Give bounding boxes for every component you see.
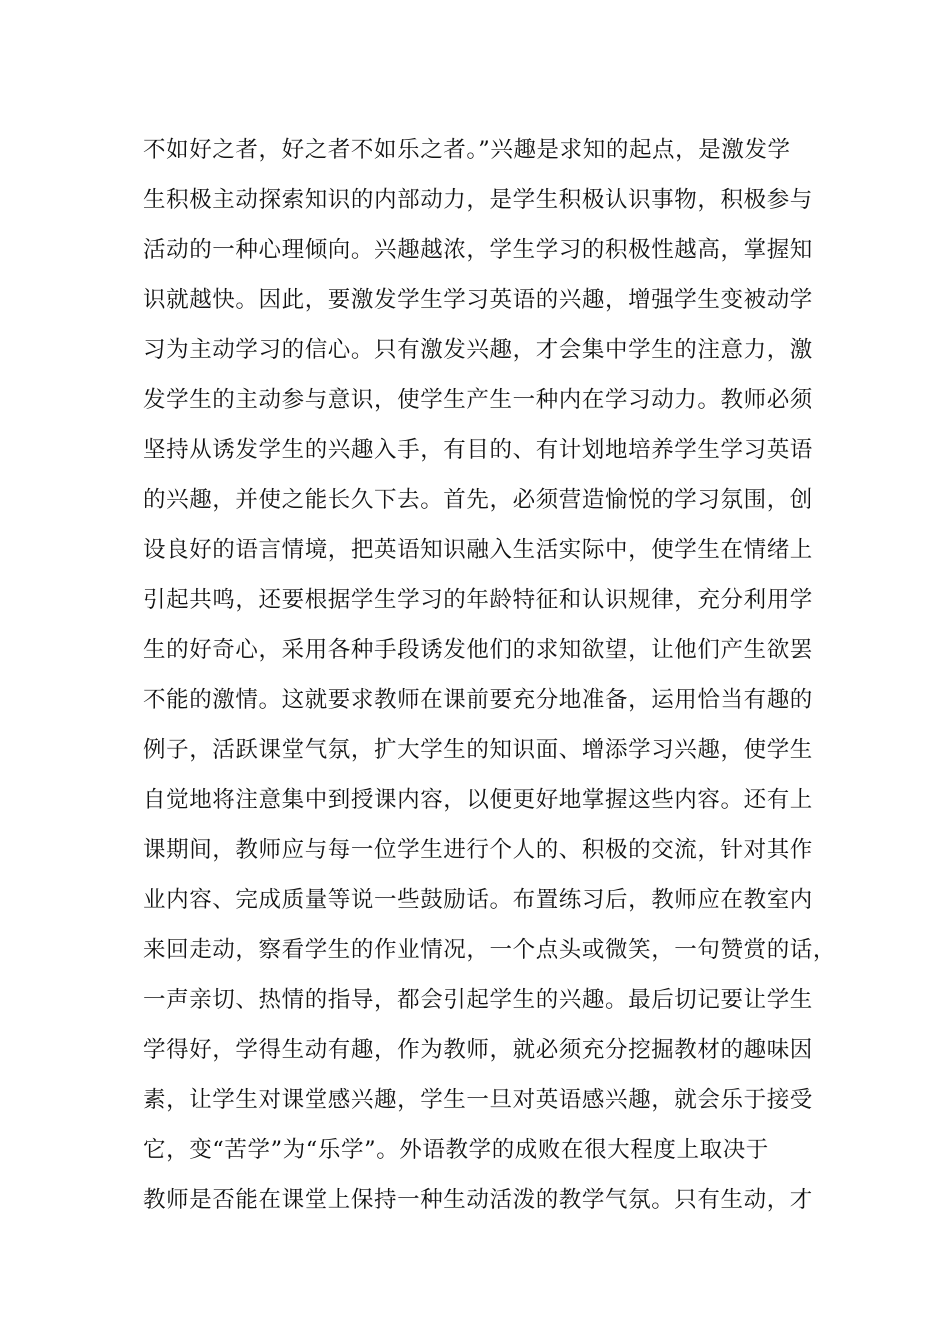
text-line: 一声亲切、热情的指导，都会引起学生的兴趣。最后切记要让学生 xyxy=(143,987,813,1013)
text-line: 它，变“苦学”为“乐学”。外语教学的成败在很大程度上取决于 xyxy=(143,1137,769,1163)
text-line: 的兴趣，并使之能长久下去。首先，必须营造愉悦的学习氛围，创 xyxy=(143,487,813,513)
text-line: 引起共鸣，还要根据学生学习的年龄特征和认识规律，充分利用学 xyxy=(143,587,813,613)
text-line: 习为主动学习的信心。只有激发兴趣，才会集中学生的注意力，激 xyxy=(143,337,813,363)
text-line: 素，让学生对课堂感兴趣，学生一旦对英语感兴趣，就会乐于接受 xyxy=(143,1087,813,1113)
text-line: 教师是否能在课堂上保持一种生动活泼的教学气氛。只有生动，才 xyxy=(143,1187,813,1213)
text-line: 不如好之者，好之者不如乐之者。”兴趣是求知的起点，是激发学 xyxy=(143,137,791,163)
text-line: 学得好，学得生动有趣，作为教师，就必须充分挖掘教材的趣味因 xyxy=(143,1037,813,1063)
text-line: 活动的一种心理倾向。兴趣越浓，学生学习的积极性越高，掌握知 xyxy=(143,237,813,263)
text-line: 业内容、完成质量等说一些鼓励话。布置练习后，教师应在教室内 xyxy=(143,887,813,913)
text-line: 坚持从诱发学生的兴趣入手，有目的、有计划地培养学生学习英语 xyxy=(143,437,813,463)
body-text xyxy=(143,133,837,1233)
text-line: 设良好的语言情境，把英语知识融入生活实际中，使学生在情绪上 xyxy=(143,537,813,563)
text-line: 来回走动，察看学生的作业情况，一个点头或微笑，一句赞赏的话， xyxy=(143,937,837,963)
text-line: 识就越快。因此，要激发学生学习英语的兴趣，增强学生变被动学 xyxy=(143,287,813,313)
text-line: 自觉地将注意集中到授课内容，以便更好地掌握这些内容。还有上 xyxy=(143,787,813,813)
text-line: 生的好奇心，采用各种手段诱发他们的求知欲望，让他们产生欲罢 xyxy=(143,637,813,663)
text-line: 发学生的主动参与意识，使学生产生一种内在学习动力。教师必须 xyxy=(143,387,813,413)
text-line: 不能的激情。这就要求教师在课前要充分地准备，运用恰当有趣的 xyxy=(143,687,813,713)
text-line: 生积极主动探索知识的内部动力，是学生积极认识事物，积极参与 xyxy=(143,187,813,213)
text-line: 例子，活跃课堂气氛，扩大学生的知识面、增添学习兴趣，使学生 xyxy=(143,737,813,763)
text-line: 课期间，教师应与每一位学生进行个人的、积极的交流，针对其作 xyxy=(143,837,813,863)
